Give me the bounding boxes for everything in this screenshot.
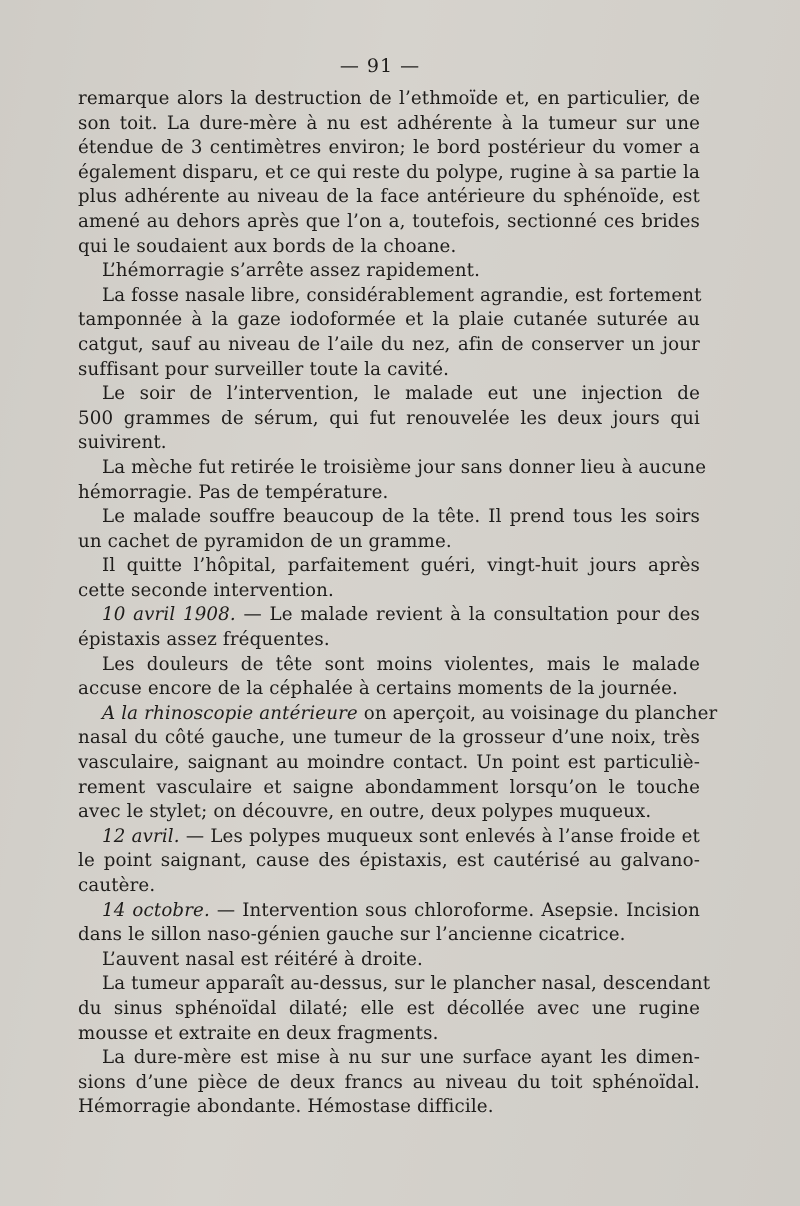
date-italic: 12 avril. [102,825,180,847]
text-line: son toit. La dure-mère à nu est adhérente à la tumeur sur une [78,112,700,134]
text-line: hémorragie. Pas de température. [78,481,389,503]
text-line: mousse et extraite en deux fragments. [78,1022,439,1044]
text-line [78,825,700,850]
text-line: étendue de 3 centimètres environ; le bord postérieur du vomer a [78,137,700,159]
text-line: également disparu, et ce qui reste du polype, rugine à sa partie la [78,161,700,183]
text-line: catgut, sauf au niveau de l’aile du nez, afin de conserver un jour [78,333,700,355]
text-line: vasculaire, saignant au moindre contact. Un point est particuliè- [78,752,700,774]
text-line: L’auvent nasal est réitéré à droite. [102,948,423,970]
body-text [78,87,718,1120]
text-line: dans le sillon naso-génien gauche sur l’ancienne cicatrice. [78,924,626,946]
text-line: rement vasculaire et saigne abondamment lorsqu’on le touche [78,776,700,798]
text-line [78,702,718,727]
text-line: avec le stylet; on découvre, en outre, deux polypes muqueux. [78,801,652,823]
text-line: plus adhérente au niveau de la face antérieure du sphénoïde, est [78,186,700,208]
text-line: qui le soudaient aux bords de la choane. [78,235,457,257]
text-line [78,899,700,924]
text-line: accuse encore de la céphalée à certains moments de la journée. [78,678,678,700]
text-line: nasal du côté gauche, une tumeur de la grosseur d’une noix, très [78,727,700,749]
text-line [78,603,700,628]
text-line: un cachet de pyramidon de un gramme. [78,530,452,552]
text-line: L’hémorragie s’arrête assez rapidement. [102,260,481,282]
text-line: cette seconde intervention. [78,579,334,601]
text-line: Il quitte l’hôpital, parfaitement guéri, vingt-huit jours après [102,555,700,577]
date-italic: 10 avril 1908. [102,604,236,626]
text-line: remarque alors la destruction de l’ethmoïde et, en particulier, de [78,88,700,109]
text-line: du sinus sphénoïdal dilaté; elle est décollée avec une rugine [78,997,700,1019]
text-segment: — Le malade revient à la consultation pour des [235,604,700,626]
text-line: amené au dehors après que l’on a, toutefois, sectionné ces brides [78,210,700,232]
text-line: Le malade souffre beaucoup de la tête. Il prend tous les soirs [102,506,700,528]
text-line: cautère. [78,875,156,896]
text-segment: on aperçoit, au voisinage du plancher [357,702,718,724]
text-line: le point saignant, cause des épistaxis, est cautérisé au galvano- [78,850,700,872]
text-line: sions d’une pièce de deux francs au niveau du toit sphénoïdal. [78,1071,700,1093]
text-line: La fosse nasale libre, considérablement agrandie, est fortement [102,284,702,306]
heading-italic: A la rhinoscopie antérieure [102,702,358,724]
text-line: La dure-mère est mise à nu sur une surface ayant les dimen- [102,1047,700,1069]
text-line: La tumeur apparaît au-dessus, sur le plancher nasal, descendant [102,973,711,995]
page-number: — 91 — [339,55,421,77]
text-line: La mèche fut retirée le troisième jour sans donner lieu à aucune [102,456,707,478]
date-italic: 14 octobre. [102,899,210,921]
text-line: tamponnée à la gaze iodoformée et la plaie cutanée suturée au [78,309,700,331]
text-line: suivirent. [78,432,167,454]
text-segment: — Intervention sous chloroforme. Asepsie. Incision [209,899,700,921]
text-line: Le soir de l’intervention, le malade eut une injection de [102,383,700,405]
text-line: suffisant pour surveiller toute la cavité. [78,358,450,380]
text-line: Les douleurs de tête sont moins violentes, mais le malade [102,653,700,675]
text-line: Hémorragie abondante. Hémostase difficile. [78,1096,494,1118]
text-line: épistaxis assez fréquentes. [78,629,330,651]
text-line: 500 grammes de sérum, qui fut renouvelée les deux jours qui [78,407,700,429]
text-segment: — Les polypes muqueux sont enlevés à l’anse froide et [179,825,700,847]
